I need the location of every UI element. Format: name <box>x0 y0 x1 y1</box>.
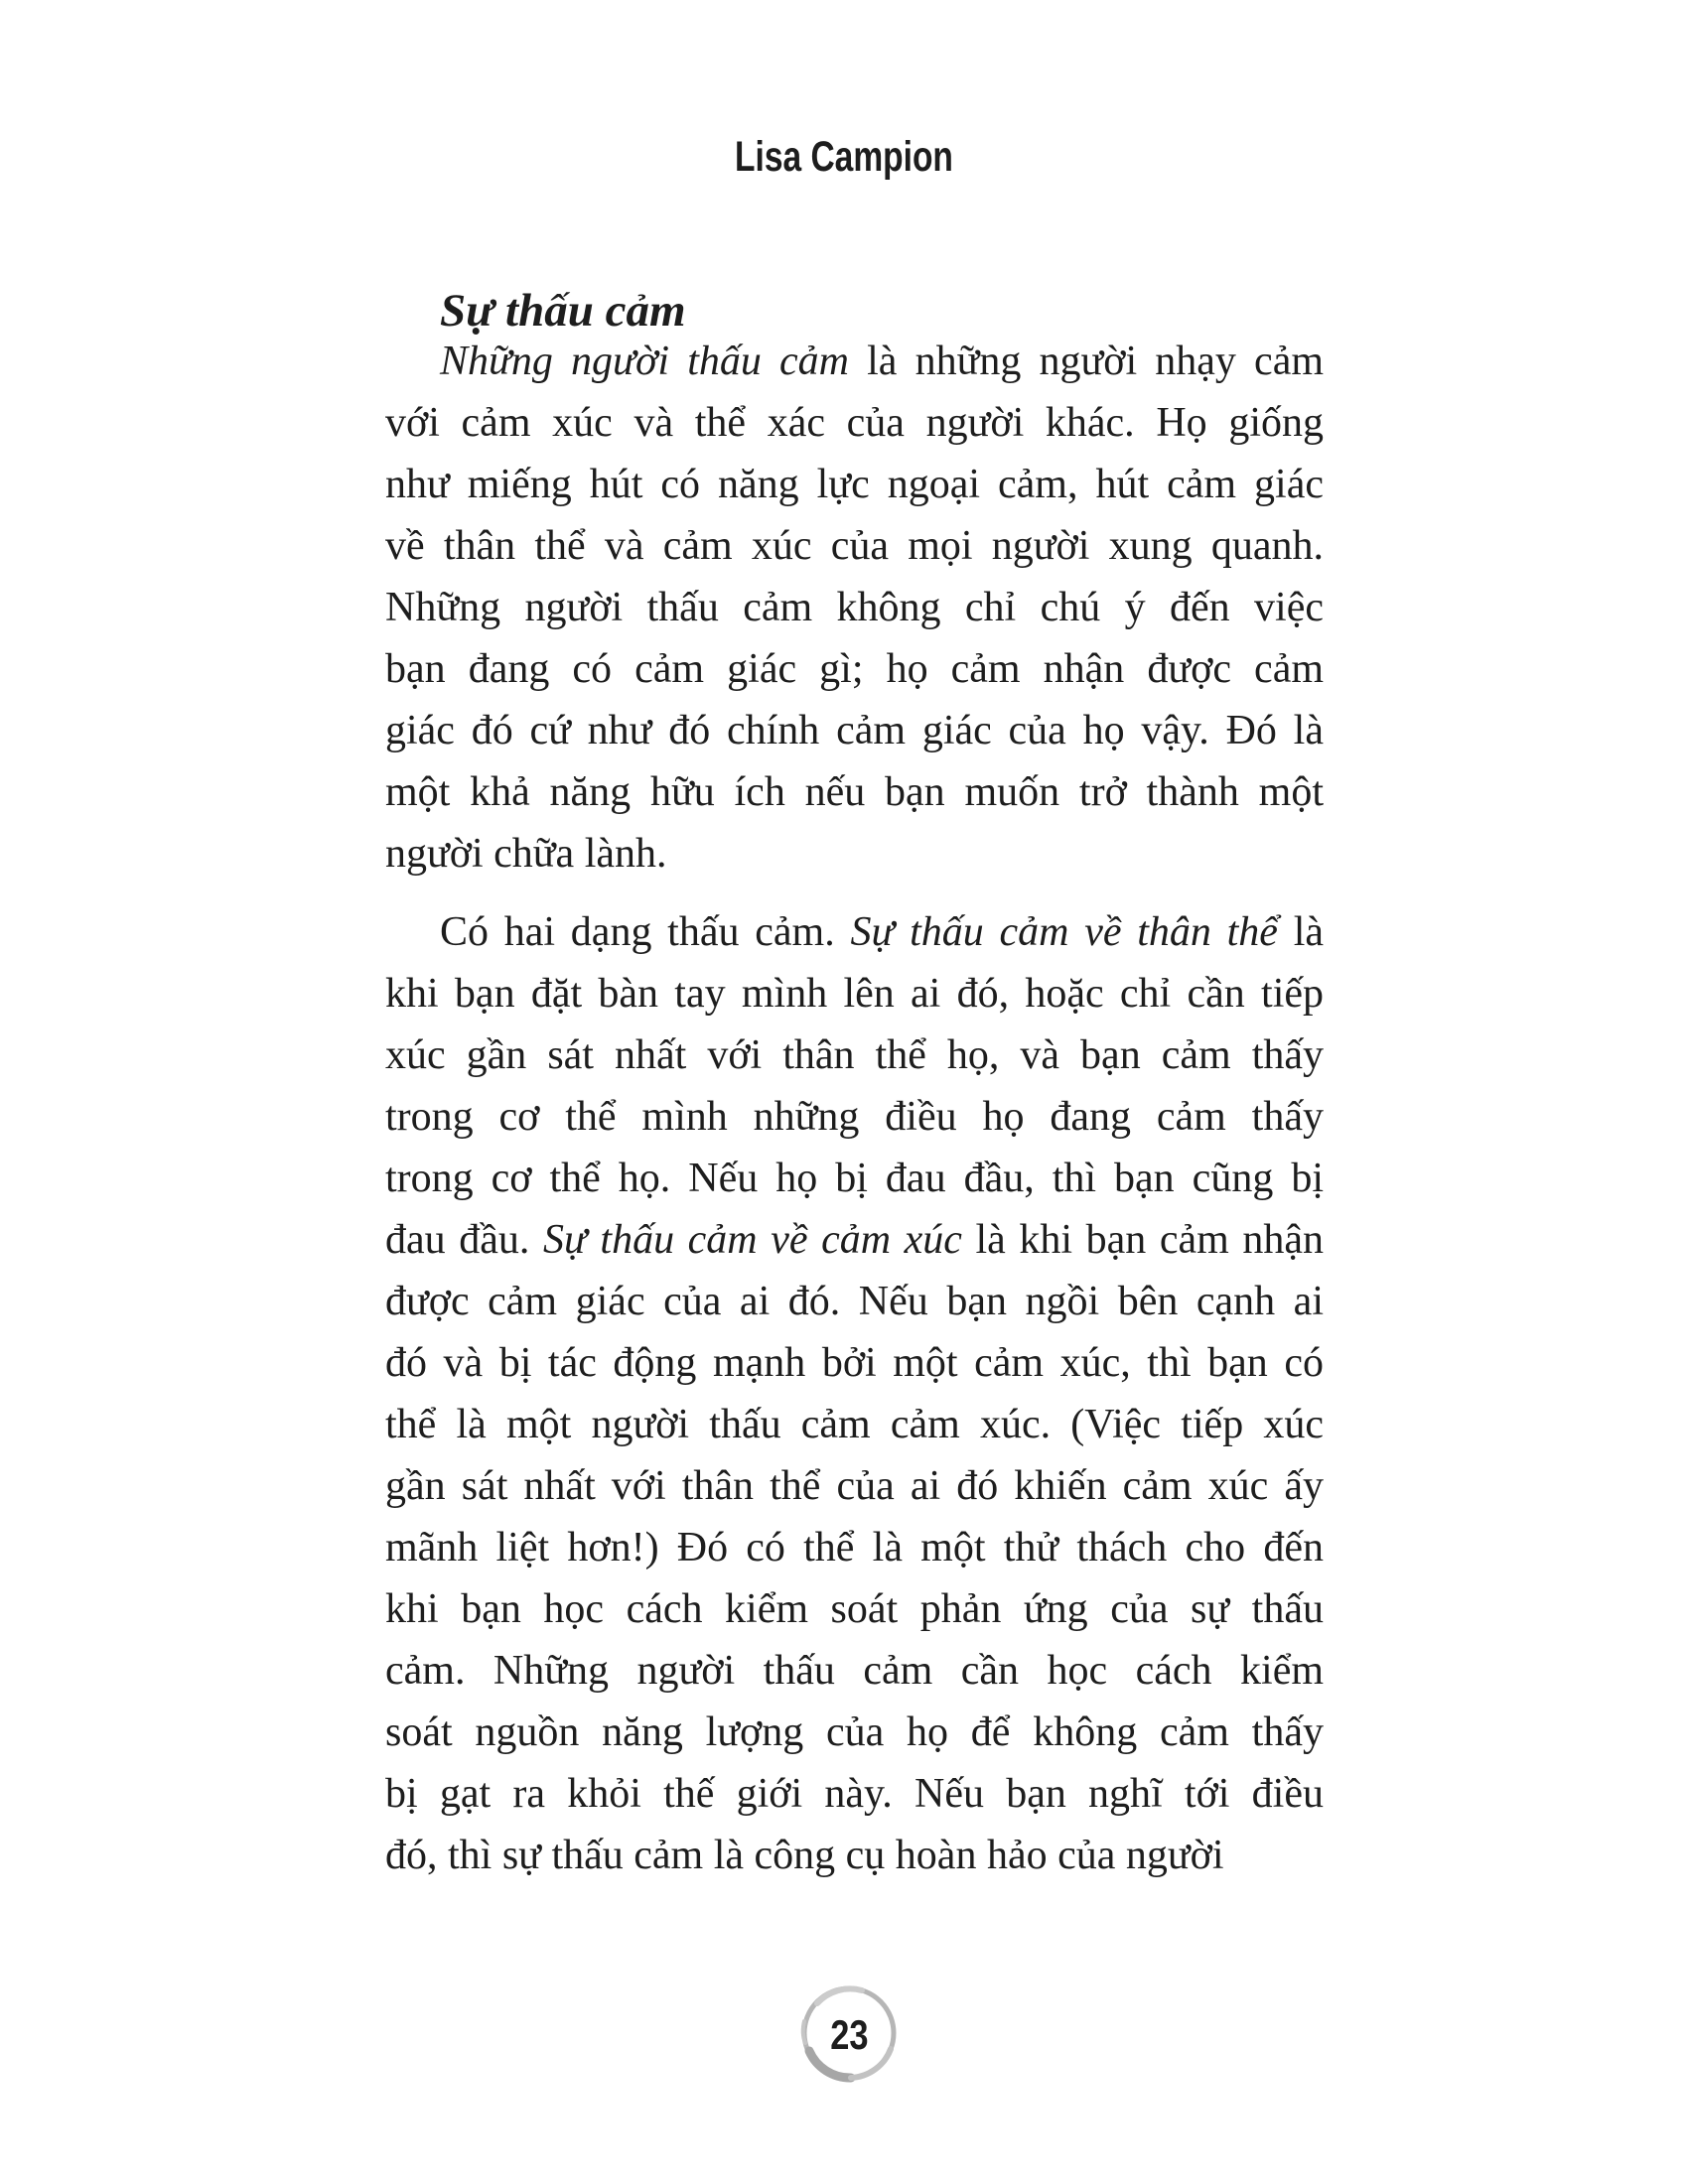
text-line <box>385 1825 1324 1886</box>
text-segment: khi bạn đặt bàn tay mình lên ai đó, hoặc chỉ cần tiếp <box>385 971 1324 1017</box>
running-header <box>0 133 1688 182</box>
text-line <box>385 1517 1324 1578</box>
text-segment: là <box>1277 909 1325 955</box>
text-segment: thể là một người thấu cảm cảm xúc. (Việc tiếp xúc <box>385 1402 1324 1447</box>
section-heading: Sự thấu cảm <box>440 285 686 337</box>
text-segment: với cảm xúc và thể xác của người khác. Họ giống <box>385 400 1324 446</box>
text-segment: xúc gần sát nhất với thân thể họ, và bạn cảm thấy <box>385 1032 1324 1078</box>
text-segment: đó và bị tác động mạnh bởi một cảm xúc, thì bạn có <box>385 1340 1324 1386</box>
text-segment: được cảm giác của ai đó. Nếu bạn ngồi bên cạnh ai <box>385 1279 1324 1324</box>
text-segment: như miếng hút có năng lực ngoại cảm, hút cảm giác <box>385 462 1324 507</box>
text-line <box>385 1394 1324 1455</box>
text-line <box>385 331 1324 392</box>
text-segment: một khả năng hữu ích nếu bạn muốn trở thành một <box>385 769 1324 815</box>
text-line <box>385 1702 1324 1763</box>
page-number: 23 <box>829 2011 869 2058</box>
text-line <box>385 761 1324 823</box>
text-line <box>385 901 1324 963</box>
text-line <box>385 577 1324 638</box>
text-segment: đau đầu. <box>385 1217 543 1263</box>
text-segment: Có hai dạng thấu cảm. <box>440 909 851 955</box>
text-segment: gần sát nhất với thân thể của ai đó khiến cảm xúc ấy <box>385 1463 1324 1509</box>
text-line <box>385 638 1324 700</box>
text-segment: trong cơ thể mình những điều họ đang cảm thấy <box>385 1094 1324 1140</box>
text-line <box>385 392 1324 454</box>
italic-text-segment: Những người thấu cảm <box>440 339 849 384</box>
text-line <box>385 1148 1324 1209</box>
text-segment: trong cơ thể họ. Nếu họ bị đau đầu, thì bạn cũng bị <box>385 1156 1324 1201</box>
text-line <box>385 1332 1324 1394</box>
text-line <box>385 1271 1324 1332</box>
text-segment: là những người nhạy cảm <box>848 339 1324 384</box>
text-segment: bị gạt ra khỏi thế giới này. Nếu bạn nghĩ tới điều <box>385 1771 1324 1817</box>
text-line <box>385 454 1324 515</box>
text-line <box>385 1640 1324 1702</box>
page-body <box>385 331 1324 1886</box>
paragraph <box>385 901 1324 1886</box>
text-line <box>385 1578 1324 1640</box>
text-segment: đó, thì sự thấu cảm là công cụ hoàn hảo của người <box>385 1833 1224 1878</box>
text-line <box>385 823 1324 885</box>
paragraph <box>385 331 1324 885</box>
text-segment: người chữa lành. <box>385 831 667 877</box>
text-line <box>385 1763 1324 1825</box>
text-line <box>385 515 1324 577</box>
italic-text-segment: Sự thấu cảm về cảm xúc <box>542 1217 962 1263</box>
text-segment: cảm. Những người thấu cảm cần học cách kiểm <box>385 1648 1324 1694</box>
text-segment: bạn đang có cảm giác gì; họ cảm nhận được cảm <box>385 646 1324 692</box>
text-segment: Những người thấu cảm không chỉ chú ý đến việc <box>385 585 1324 630</box>
text-line <box>385 1209 1324 1271</box>
text-segment: là khi bạn cảm nhận <box>961 1217 1324 1263</box>
text-line <box>385 700 1324 761</box>
running-header-text: Lisa Campion <box>735 133 953 181</box>
text-segment: soát nguồn năng lượng của họ để không cảm thấy <box>385 1709 1324 1755</box>
text-line <box>385 1455 1324 1517</box>
text-segment: mãnh liệt hơn!) Đó có thể là một thử thách cho đến <box>385 1525 1324 1570</box>
text-segment: giác đó cứ như đó chính cảm giác của họ vậy. Đó là <box>385 708 1324 753</box>
text-line <box>385 1024 1324 1086</box>
text-segment: về thân thể và cảm xúc của mọi người xung quanh. <box>385 523 1324 569</box>
text-segment: khi bạn học cách kiểm soát phản ứng của sự thấu <box>385 1586 1324 1632</box>
text-line <box>385 963 1324 1024</box>
text-line <box>385 1086 1324 1148</box>
italic-text-segment: Sự thấu cảm về thân thể <box>850 909 1278 955</box>
page-number-badge <box>787 1974 911 2097</box>
